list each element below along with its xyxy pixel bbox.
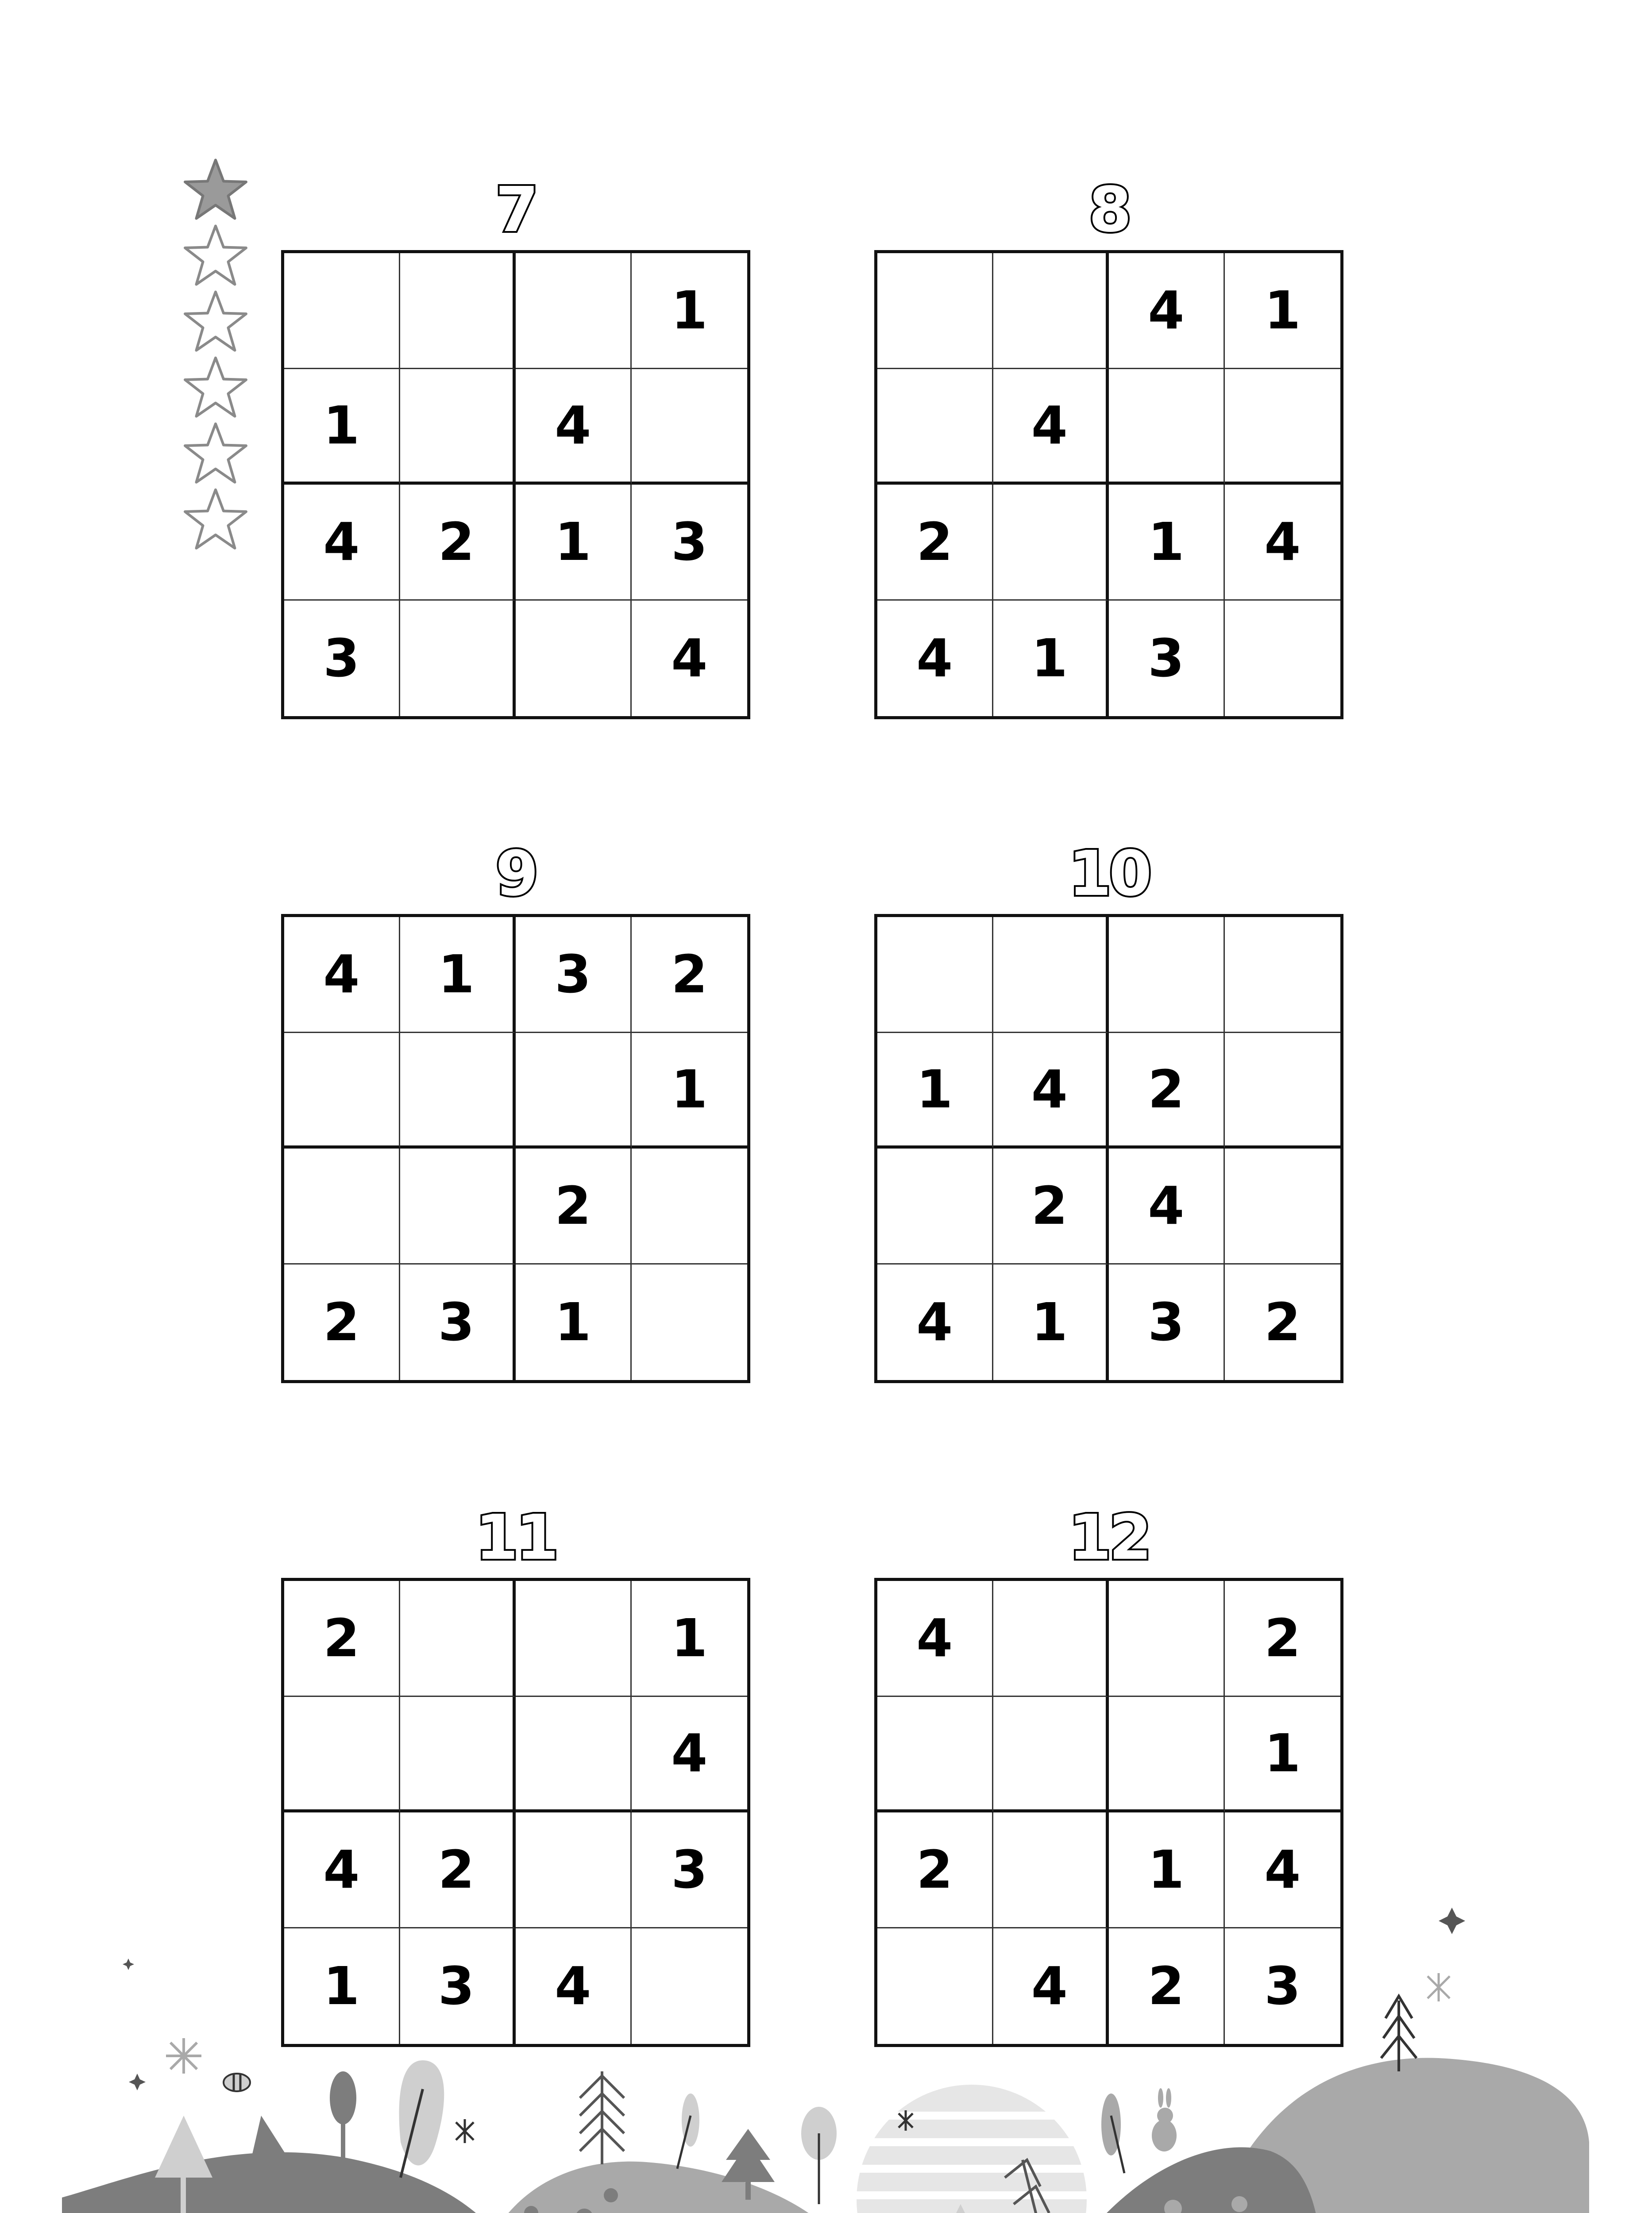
grid-cell[interactable] xyxy=(284,1149,400,1265)
grid-cell: 1 xyxy=(1109,485,1225,601)
grid-cell: 4 xyxy=(877,601,993,717)
grid-cell[interactable] xyxy=(400,1033,516,1149)
puzzle-number: 11 xyxy=(475,1502,556,1574)
grid-cell: 1 xyxy=(993,601,1109,717)
grid-cell[interactable] xyxy=(516,1033,632,1149)
grid-cell[interactable] xyxy=(400,253,516,369)
grid-cell: 3 xyxy=(400,1928,516,2044)
grid-cell[interactable] xyxy=(1109,1581,1225,1697)
grid-cell: 1 xyxy=(400,917,516,1033)
grid-cell[interactable] xyxy=(877,917,993,1033)
tree-icon xyxy=(330,2071,356,2169)
grid-cell: 4 xyxy=(993,1928,1109,2044)
grid-cell[interactable] xyxy=(1225,1149,1341,1265)
grid-cell[interactable] xyxy=(516,601,632,717)
grid-cell: 4 xyxy=(632,1697,748,1813)
grid-cell: 2 xyxy=(632,917,748,1033)
grid-cell: 2 xyxy=(400,1812,516,1928)
grid-cell: 4 xyxy=(1109,253,1225,369)
grid-cell: 2 xyxy=(1109,1928,1225,2044)
grid-cell[interactable] xyxy=(400,1697,516,1813)
sparkle-icon xyxy=(123,1908,1465,2090)
grid-cell[interactable] xyxy=(993,485,1109,601)
grid-cell: 4 xyxy=(284,917,400,1033)
grid-cell: 2 xyxy=(877,1812,993,1928)
grid-cell: 4 xyxy=(516,369,632,485)
grid-cell: 4 xyxy=(1225,1812,1341,1928)
grid-cell[interactable] xyxy=(993,1581,1109,1697)
sparkle-icon xyxy=(456,2119,474,2143)
grid-cell: 1 xyxy=(1109,1812,1225,1928)
grid-cell[interactable] xyxy=(632,1149,748,1265)
difficulty-rating xyxy=(182,157,249,553)
grid-cell[interactable] xyxy=(1225,369,1341,485)
pine-tree-icon xyxy=(580,2071,624,2164)
tree-icon xyxy=(1101,2093,1124,2173)
star-outline-icon xyxy=(182,355,249,419)
grid-cell: 4 xyxy=(284,1812,400,1928)
grid-cell: 1 xyxy=(516,485,632,601)
grid-cell: 2 xyxy=(877,485,993,601)
grid-cell: 1 xyxy=(516,1265,632,1380)
grid-cell: 1 xyxy=(632,1581,748,1697)
grid-cell: 4 xyxy=(877,1581,993,1697)
sparkle-icon xyxy=(166,2038,201,2074)
grid-cell[interactable] xyxy=(516,1581,632,1697)
grid-cell: 3 xyxy=(1109,1265,1225,1380)
star-outline-icon xyxy=(182,289,249,353)
grid-cell: 2 xyxy=(284,1265,400,1380)
grid-cell: 3 xyxy=(1109,601,1225,717)
grid-cell: 1 xyxy=(1225,1697,1341,1813)
grid-cell: 1 xyxy=(1225,253,1341,369)
grid-cell: 3 xyxy=(632,485,748,601)
star-outline-icon xyxy=(182,421,249,485)
sudoku-grid xyxy=(281,250,750,719)
sudoku-grid xyxy=(874,250,1343,719)
puzzle-number: 12 xyxy=(1068,1502,1150,1574)
grid-cell[interactable] xyxy=(877,1149,993,1265)
grid-cell[interactable] xyxy=(1109,917,1225,1033)
bee-icon xyxy=(224,2074,250,2091)
grid-cell[interactable] xyxy=(284,1697,400,1813)
grid-cell: 2 xyxy=(1109,1033,1225,1149)
grid-cell: 4 xyxy=(671,628,708,689)
puzzle-number: 10 xyxy=(1068,838,1150,910)
grid-cell[interactable] xyxy=(400,601,516,717)
grid-cell: 4 xyxy=(993,1033,1109,1149)
star-filled-icon xyxy=(182,157,249,221)
tree-icon xyxy=(677,2093,699,2169)
grid-cell: 2 xyxy=(993,1149,1109,1265)
grid-cell: 4 xyxy=(1225,485,1341,601)
tree-icon xyxy=(801,2107,837,2204)
grid-cell[interactable] xyxy=(877,369,993,485)
grid-cell[interactable] xyxy=(400,369,516,485)
grid-cell[interactable] xyxy=(993,1697,1109,1813)
landscape-illustration xyxy=(0,1868,1652,2213)
grid-cell[interactable] xyxy=(993,253,1109,369)
grid-cell[interactable] xyxy=(1225,917,1341,1033)
grid-cell: 3 xyxy=(400,1265,516,1380)
grid-cell: 3 xyxy=(284,601,400,717)
grid-cell[interactable] xyxy=(632,1265,748,1380)
grid-cell: 3 xyxy=(516,917,632,1033)
grid-cell: 4 xyxy=(877,1265,993,1380)
grid-cell: 1 xyxy=(284,369,400,485)
grid-cell[interactable] xyxy=(516,1697,632,1813)
grid-cell[interactable] xyxy=(1109,1697,1225,1813)
grid-cell: 3 xyxy=(632,1812,748,1928)
sudoku-grid xyxy=(874,914,1343,1383)
grid-cell[interactable] xyxy=(632,369,748,485)
grid-cell: 1 xyxy=(632,1033,748,1149)
grid-cell: 1 xyxy=(993,1265,1109,1380)
sparkle-icon xyxy=(1428,1973,1450,2001)
grid-cell[interactable] xyxy=(877,1697,993,1813)
striped-sun-icon xyxy=(854,2085,1089,2213)
grid-cell[interactable] xyxy=(516,253,632,369)
grid-cell[interactable] xyxy=(993,917,1109,1033)
grid-cell[interactable] xyxy=(1225,1033,1341,1149)
grid-cell[interactable] xyxy=(1225,601,1341,717)
grid-cell[interactable] xyxy=(284,253,400,369)
grid-cell: 1 xyxy=(284,1928,400,2044)
grid-cell: 4 xyxy=(516,1928,632,2044)
grid-cell: 2 xyxy=(516,1149,632,1265)
grid-cell: 2 xyxy=(1225,1581,1341,1697)
grid-cell: 4 xyxy=(993,369,1109,485)
sudoku-grid xyxy=(281,914,750,1383)
grid-cell: 4 xyxy=(284,485,400,601)
puzzle-number: 8 xyxy=(1088,174,1129,246)
grid-cell: 2 xyxy=(284,1581,400,1697)
puzzle-number: 9 xyxy=(495,838,536,910)
grid-cell: 3 xyxy=(1264,1955,1301,2017)
grid-cell: 1 xyxy=(632,253,748,369)
bunny-icon xyxy=(1152,2088,1177,2151)
tree-icon xyxy=(399,2060,444,2178)
star-outline-icon xyxy=(182,487,249,551)
puzzle-number: 7 xyxy=(495,174,536,246)
grid-cell[interactable] xyxy=(284,1033,400,1149)
grid-cell[interactable] xyxy=(877,253,993,369)
star-outline-icon xyxy=(182,223,249,287)
grid-cell[interactable] xyxy=(400,1149,516,1265)
grid-cell[interactable] xyxy=(400,1581,516,1697)
grid-cell: 2 xyxy=(400,485,516,601)
grid-cell[interactable] xyxy=(1109,369,1225,485)
grid-cell: 2 xyxy=(1264,1292,1301,1353)
grid-cell: 4 xyxy=(1109,1149,1225,1265)
grid-cell: 1 xyxy=(877,1033,993,1149)
